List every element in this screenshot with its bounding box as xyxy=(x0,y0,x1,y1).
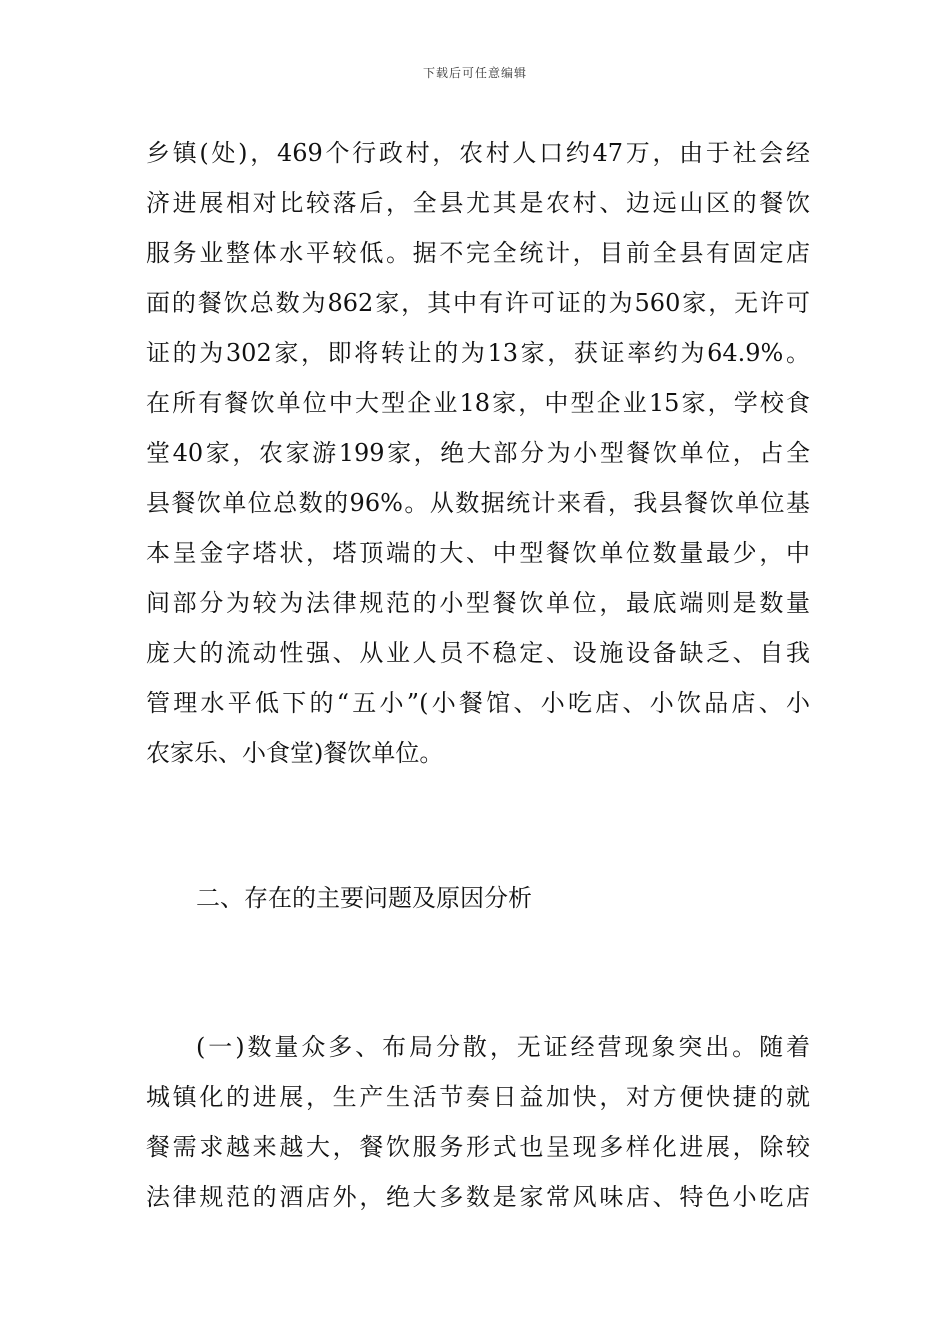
paragraph-line: 本呈金字塔状，塔顶端的大、中型餐饮单位数量最少，中 xyxy=(146,539,810,567)
paragraph-1 xyxy=(146,128,810,778)
paragraph-line: 服务业整体水平较低。据不完全统计，目前全县有固定店 xyxy=(146,239,810,267)
paragraph-line: 管理水平低下的“五小”(小餐馆、小吃店、小饮品店、小 xyxy=(146,689,810,717)
paragraph-line: 在所有餐饮单位中大型企业18家，中型企业15家，学校食 xyxy=(146,389,810,417)
paragraph-line: 间部分为较为法律规范的小型餐饮单位，最底端则是数量 xyxy=(146,589,810,617)
paragraph-line: 济进展相对比较落后，全县尤其是农村、边远山区的餐饮 xyxy=(146,189,810,217)
paragraph-line: 面的餐饮总数为862家，其中有许可证的为560家，无许可 xyxy=(146,289,810,317)
paragraph-line: 庞大的流动性强、从业人员不稳定、设施设备缺乏、自我 xyxy=(146,639,810,667)
paragraph-line: 法律规范的酒店外，绝大多数是家常风味店、特色小吃店 xyxy=(146,1183,810,1211)
paragraph-line: 餐需求越来越大，餐饮服务形式也呈现多样化进展，除较 xyxy=(146,1133,810,1161)
paragraph-2 xyxy=(146,1022,810,1222)
paragraph-line: 农家乐、小食堂)餐饮单位。 xyxy=(146,739,444,767)
paragraph-line: 城镇化的进展，生产生活节奏日益加快，对方便快捷的就 xyxy=(146,1083,810,1111)
paragraph-line: 堂40家，农家游199家，绝大部分为小型餐饮单位，占全 xyxy=(146,439,810,467)
page-header: 下载后可任意编辑 xyxy=(422,66,527,80)
paragraph-line: 证的为302家，即将转让的为13家，获证率约为64.9%。 xyxy=(146,339,810,367)
paragraph-line: (一)数量众多、布局分散，无证经营现象突出。随着 xyxy=(196,1033,810,1061)
paragraph-line: 乡镇(处)，469个行政村，农村人口约47万，由于社会经 xyxy=(146,139,810,167)
paragraph-line: 县餐饮单位总数的96%。从数据统计来看，我县餐饮单位基 xyxy=(146,489,810,517)
section-heading: 二、存在的主要问题及原因分析 xyxy=(196,884,532,912)
